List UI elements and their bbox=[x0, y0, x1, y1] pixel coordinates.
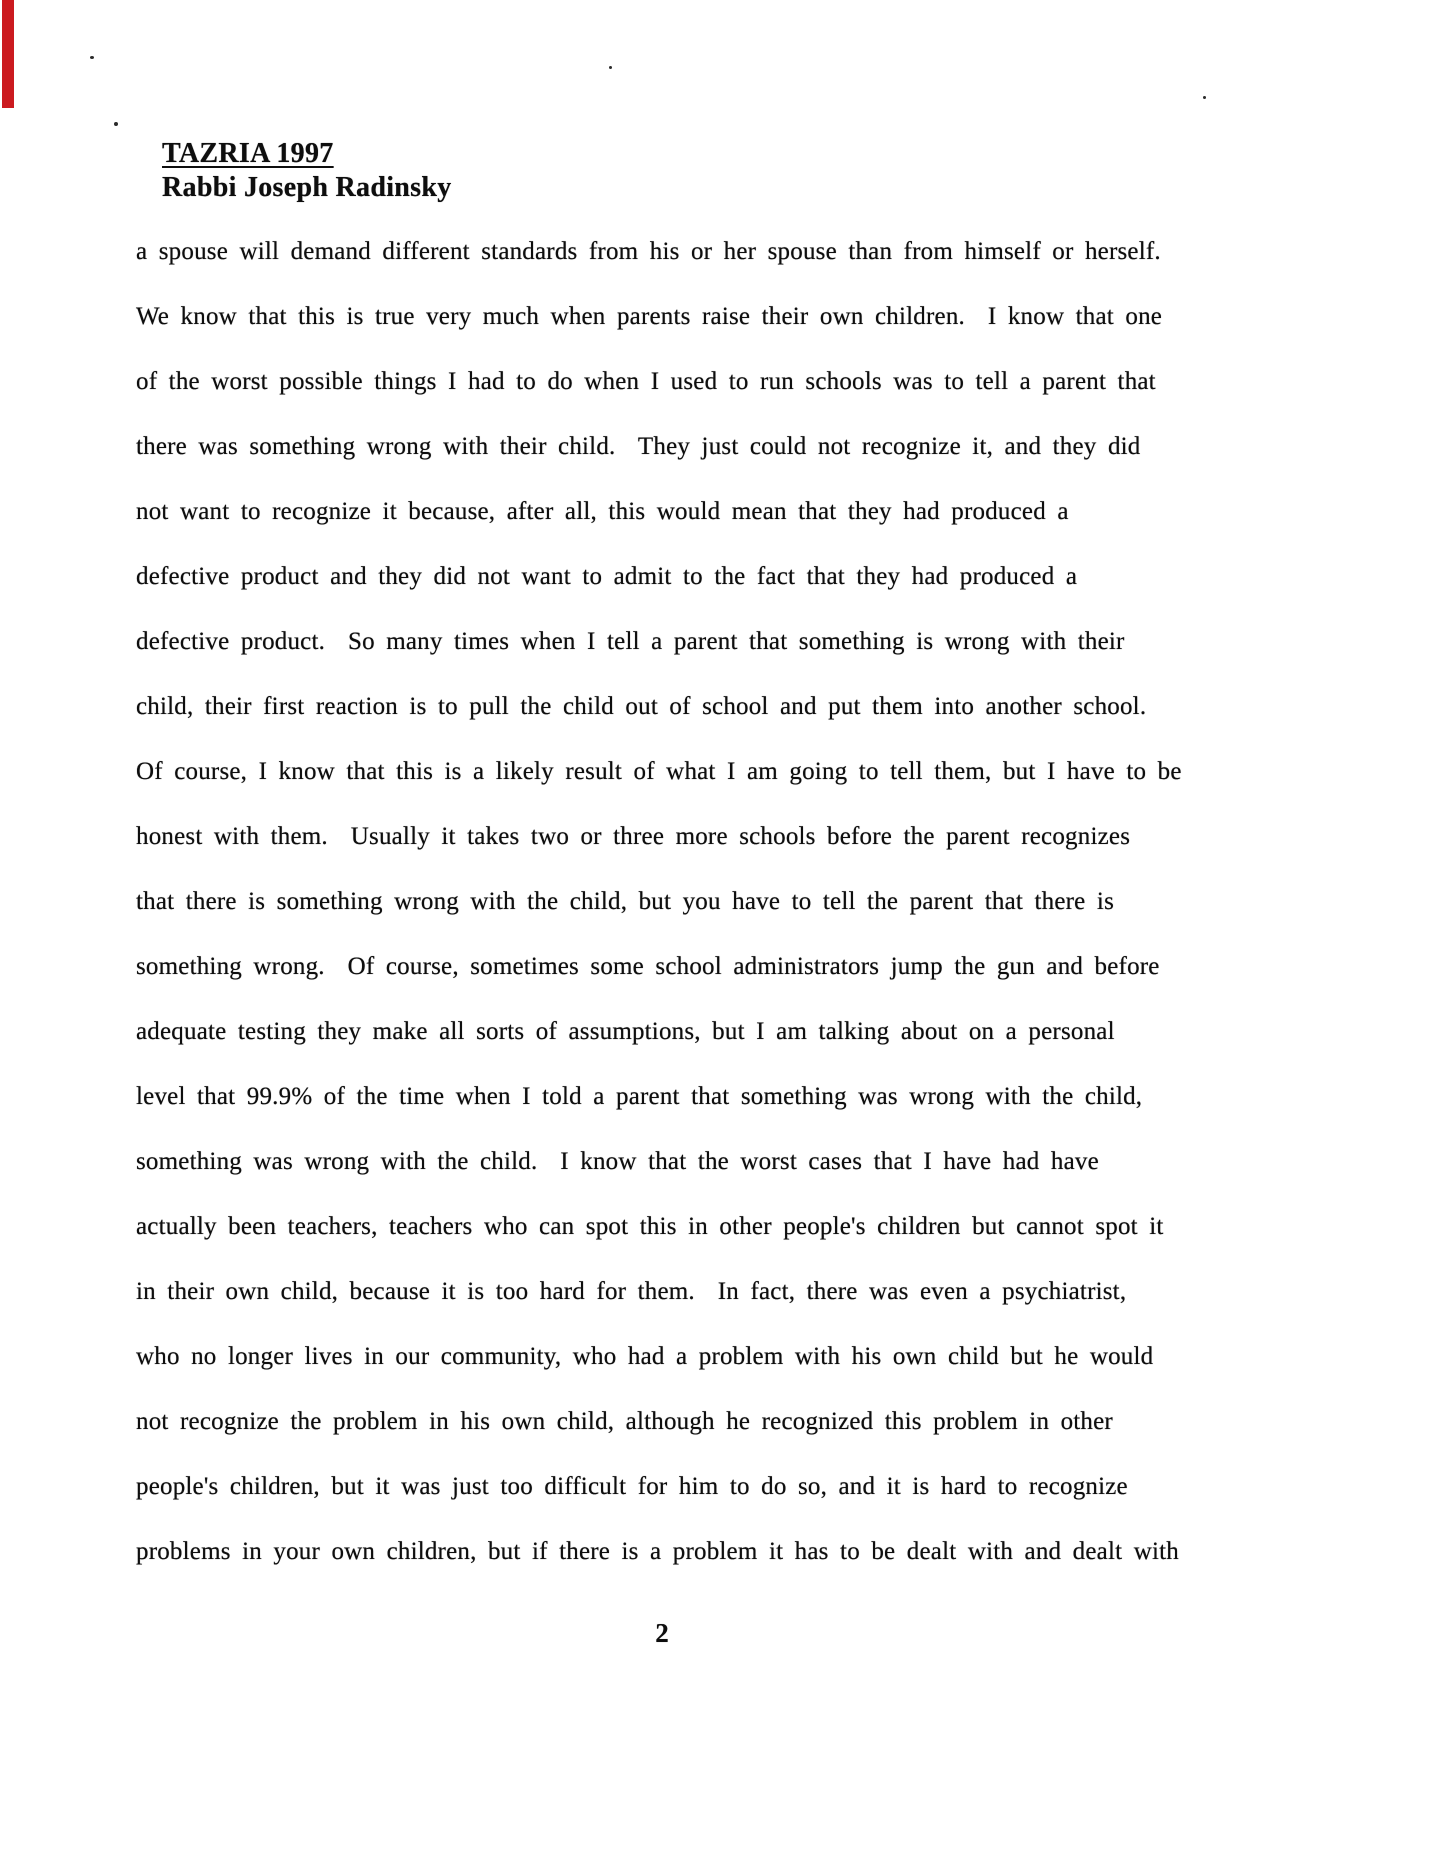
paragraph-line: level that 99.9% of the time when I told a parent that something was wrong with the child, bbox=[136, 1083, 1143, 1110]
paragraph-line: people's children, but it was just too difficult for him to do so, and it is hard to recognize bbox=[136, 1473, 1128, 1500]
scan-speck bbox=[114, 122, 118, 126]
paragraph-line: honest with them. Usually it takes two or three more schools before the parent recognizes bbox=[136, 823, 1131, 850]
scan-artifact-red-bar bbox=[2, 0, 14, 108]
paragraph-line: who no longer lives in our community, who had a problem with his own child but he would bbox=[136, 1343, 1154, 1370]
scan-speck bbox=[609, 66, 612, 69]
paragraph-line: Of course, I know that this is a likely result of what I am going to tell them, but I have to be bbox=[136, 758, 1182, 785]
scan-speck bbox=[90, 56, 94, 59]
paragraph-line: in their own child, because it is too hard for them. In fact, there was even a psychiatrist, bbox=[136, 1278, 1127, 1305]
paragraph-line: adequate testing they make all sorts of assumptions, but I am talking about on a personal bbox=[136, 1018, 1115, 1045]
document-title: TAZRIA 1997 bbox=[162, 138, 334, 169]
scan-speck bbox=[1203, 96, 1206, 99]
paragraph-line: defective product. So many times when I tell a parent that something is wrong with their bbox=[136, 628, 1125, 655]
paragraph-line: something wrong. Of course, sometimes some school administrators jump the gun and before bbox=[136, 953, 1160, 980]
paragraph-line: We know that this is true very much when parents raise their own children. I know that one bbox=[136, 303, 1163, 330]
body-paragraph bbox=[136, 219, 1430, 1584]
paragraph-line: something was wrong with the child. I know that the worst cases that I have had have bbox=[136, 1148, 1099, 1175]
paragraph-line: a spouse will demand different standards from his or her spouse than from himself or herself. bbox=[136, 238, 1161, 265]
paragraph-line: that there is something wrong with the child, but you have to tell the parent that there is bbox=[136, 888, 1114, 915]
paragraph-line: there was something wrong with their child. They just could not recognize it, and they did bbox=[136, 433, 1141, 460]
paragraph-line: actually been teachers, teachers who can spot this in other people's children but cannot spot it bbox=[136, 1213, 1164, 1240]
paragraph-line: not recognize the problem in his own child, although he recognized this problem in other bbox=[136, 1408, 1113, 1435]
author-name: Rabbi Joseph Radinsky bbox=[162, 172, 452, 203]
paragraph-line: problems in your own children, but if there is a problem it has to be dealt with and dealt with bbox=[136, 1538, 1179, 1565]
paragraph-line: defective product and they did not want to admit to the fact that they had produced a bbox=[136, 563, 1078, 590]
paragraph-line: child, their first reaction is to pull the child out of school and put them into another school. bbox=[136, 693, 1147, 720]
paragraph-line: of the worst possible things I had to do when I used to run schools was to tell a parent that bbox=[136, 368, 1156, 395]
document-header bbox=[162, 137, 452, 205]
paragraph-line: not want to recognize it because, after all, this would mean that they had produced a bbox=[136, 498, 1069, 525]
page-number: 2 bbox=[655, 1618, 669, 1648]
